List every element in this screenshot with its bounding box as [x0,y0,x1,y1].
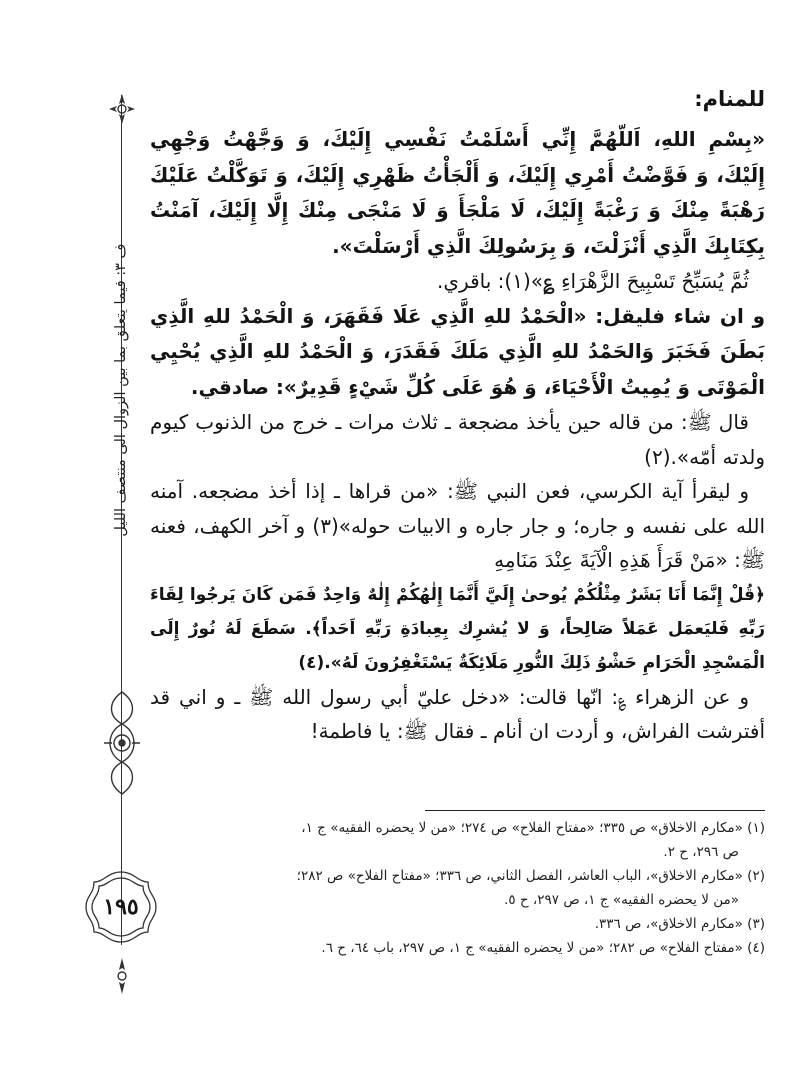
footnotes [150,816,765,960]
paragraph: و ان شاء فليقل: «الْحَمْدُ للهِ الَّذِي عَلَا فَقَهَرَ، وَ الْحَمْدُ للهِ الَّذِي بَطَنَ فَخَبَرَ وَالحَمْدُ للهِ الَّذِي مَلَكَ فَقَدَرَ، وَ الْحَمْدُ للهِ الَّذِي يُحْيِي الْمَوْتَى وَ يُمِيتُ الْأَحْيَاءَ، وَ هُوَ عَلَى كُلِّ شَيْءٍ قَدِيرٌ»: صادقي. [150,303,765,399]
floral-ornament-icon [98,688,146,798]
footnote-separator [425,810,765,811]
paragraph: ثُمَّ يُسَبِّحُ تَسْبِيحَ الزَّهْرَاءِ ؏»(١): باقري. [437,269,749,293]
paragraph: قال ﷺ: من قاله حين يأخذ مضجعة ـ ثلاث مرات ـ خرج من الذنوب كيوم ولدته أمّه».(٢) [150,410,765,469]
footnote: (٤) «مفتاح الفلاح» ص ٢٨٢؛ «من لا يحضره الفقيه» ج ١، ص ٢٩٧، باب ٦٤، ح ٦. [321,940,765,956]
footnote-continuation: «من لا يحضره الفقيه» ج ١، ص ٢٩٧، ح ٥. [504,892,739,908]
bottom-ornament-icon [105,956,139,996]
footnote: (١) «مكارم الاخلاق» ص ٣٣٥؛ «مفتاح الفلاح» ص ٢٧٤؛ «من لا يحضره الفقيه» ج ١، [301,820,765,836]
page-number-badge [82,868,160,946]
page-number: ١٩٥ [103,894,139,920]
paragraph: «بِسْمِ اللهِ، اَللّهُمَّ إِنِّي أَسْلَمْتُ نَفْسِي إِلَيْكَ، وَ وَجَّهْتُ وَجْهِي إِلَيْكَ، وَ فَوَّضْتُ أَمْرِي إِلَيْكَ، وَ أَلْجَأْتُ ظَهْرِي إِلَيْكَ، وَ تَوَكَّلْتُ عَلَيْكَ رَهْبَةً مِنْكَ وَ رَغْبَةً إِلَيْكَ، لَا مَلْجَأَ وَ لَا مَنْجَى مِنْكَ إِلَّا إِلَيْكَ، آمَنْتُ بِكِتَابِكَ الَّذِي أَنْزَلْتَ، وَ بِرَسُولِكَ الَّذِي أَرْسَلْتَ». [150,127,765,258]
main-text [150,82,765,749]
footnote: (٢) «مكارم الاخلاق»، الباب العاشر، الفصل الثاني، ص ٣٣٦؛ «مفتاح الفلاح» ص ٢٨٢؛ [296,868,765,884]
footnote-continuation: ص ٢٩٦، ح ٢. [663,844,739,860]
running-head: ف ٣: فيما يتعلق بما بين الزوال الى منتصف الليل [113,243,129,537]
section-heading: للمنام: [694,87,765,111]
footnote: (٣) «مكارم الاخلاق»، ص ٣٣٦. [594,916,765,932]
paragraph: و ليقرأ آية الكرسي، فعن النبي ﷺ: «من قراها ـ إذا أخذ مضجعه. آمنه الله على نفسه و جاره؛ و جار جاره و الابيات حوله»(٣) و آخر الكهف، فعنه ﷺ: «مَنْ قَرَأَ هَذِهِ الْآيَةَ عِنْدَ مَنَامِهِ [150,479,765,572]
quran-verse: ﴿قُلْ إِنَّمَا أَنَا بَشَرٌ مِثْلُكُمْ يُوحىٰ إِلَيَّ أَنَّمَا إِلٰهُكُمْ إِلٰهٌ وَاحِدٌ فَمَن كَانَ يَرجُوا لِقَاءَ رَبِّهِ فَليَعمَل عَمَلاً صَالِحاً، وَ لا يُشرِك بِعِبادَةِ رَبِّهِ اَحَداً﴾. سَطَعَ لَهُ نُورٌ إِلَى الْمَسْجِدِ الْحَرَامِ حَشْوُ ذَلِكَ النُّورِ مَلَائِكَةٌ يَسْتَغْفِرُونَ لَهُ».(٤) [150,584,765,673]
paragraph: و عن الزهراء ؏: انّها قالت: «دخل عليّ أبي رسول الله ﷺ ـ و اني قد أفترشت الفراش، و أردت ان أنام ـ فقال ﷺ: يا فاطمة! [150,684,765,743]
